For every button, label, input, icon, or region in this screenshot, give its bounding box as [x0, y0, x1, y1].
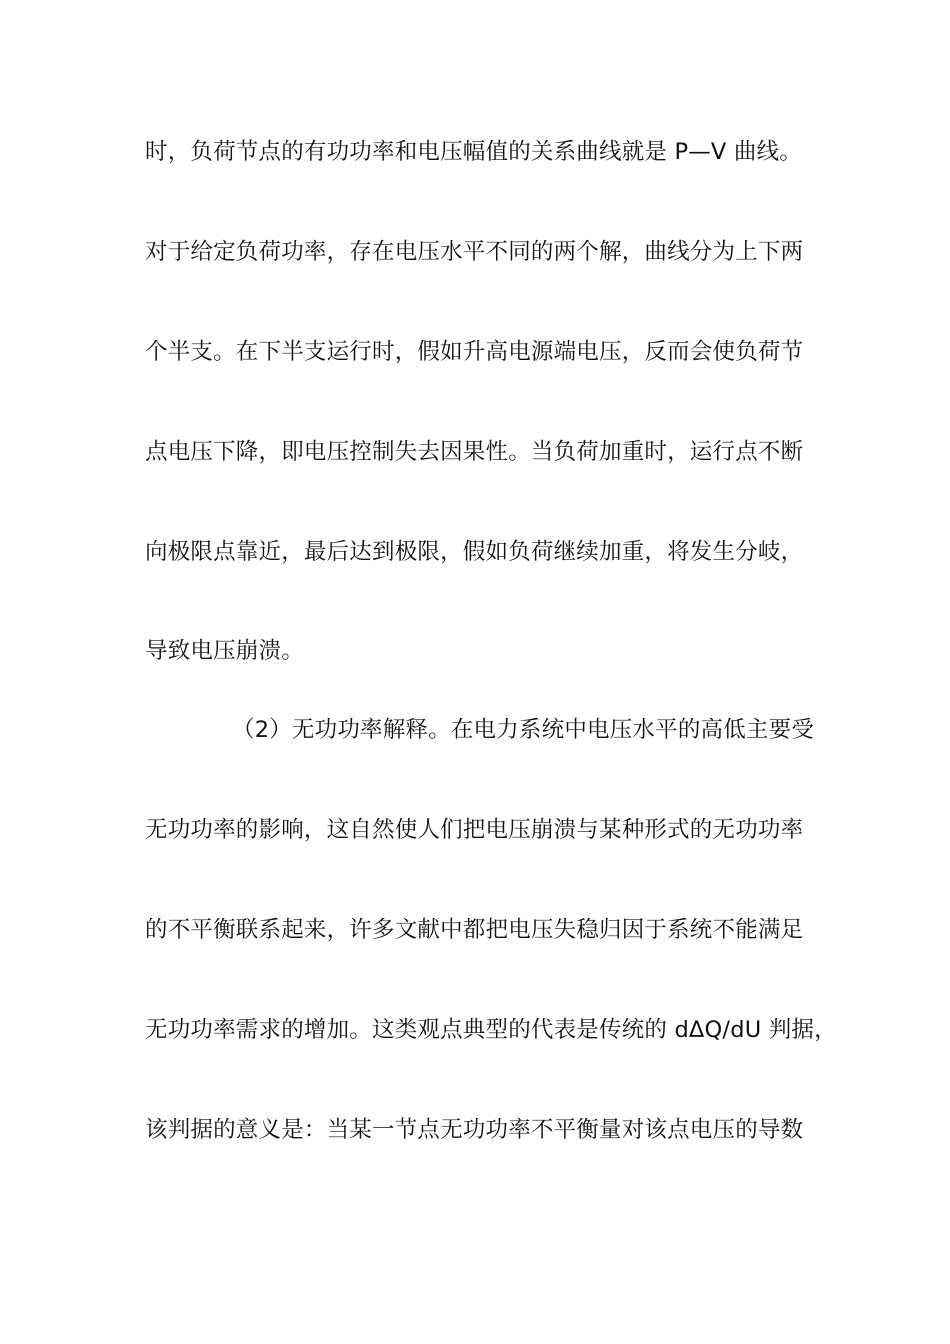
paragraph-start-line: （2）无功功率解释。在电力系统中电压水平的高低主要受 [232, 717, 815, 743]
text-line: 导致电压崩溃。 [145, 638, 304, 664]
text-line: 无功功率的影响，这自然使人们把电压崩溃与某种形式的无功功率 [145, 817, 804, 843]
text-line: 时，负荷节点的有功功率和电压幅值的关系曲线就是 P—V 曲线。 [145, 139, 802, 165]
text-line: 对于给定负荷功率，存在电压水平不同的两个解，曲线分为上下两 [145, 239, 804, 265]
text-line: 点电压下降，即电压控制失去因果性。当负荷加重时，运行点不断 [145, 439, 804, 465]
text-line: 向极限点靠近，最后达到极限，假如负荷继续加重，将发生分岐， [145, 539, 804, 565]
text-line: 的不平衡联系起来，许多文献中都把电压失稳归因于系统不能满足 [145, 917, 804, 943]
text-line: 无功功率需求的增加。这类观点典型的代表是传统的 dΔQ/dU 判据， [145, 1017, 837, 1043]
text-line: 个半支。在下半支运行时，假如升高电源端电压，反而会使负荷节 [145, 339, 804, 365]
text-line: 该判据的意义是：当某一节点无功功率不平衡量对该点电压的导数 [145, 1117, 804, 1143]
